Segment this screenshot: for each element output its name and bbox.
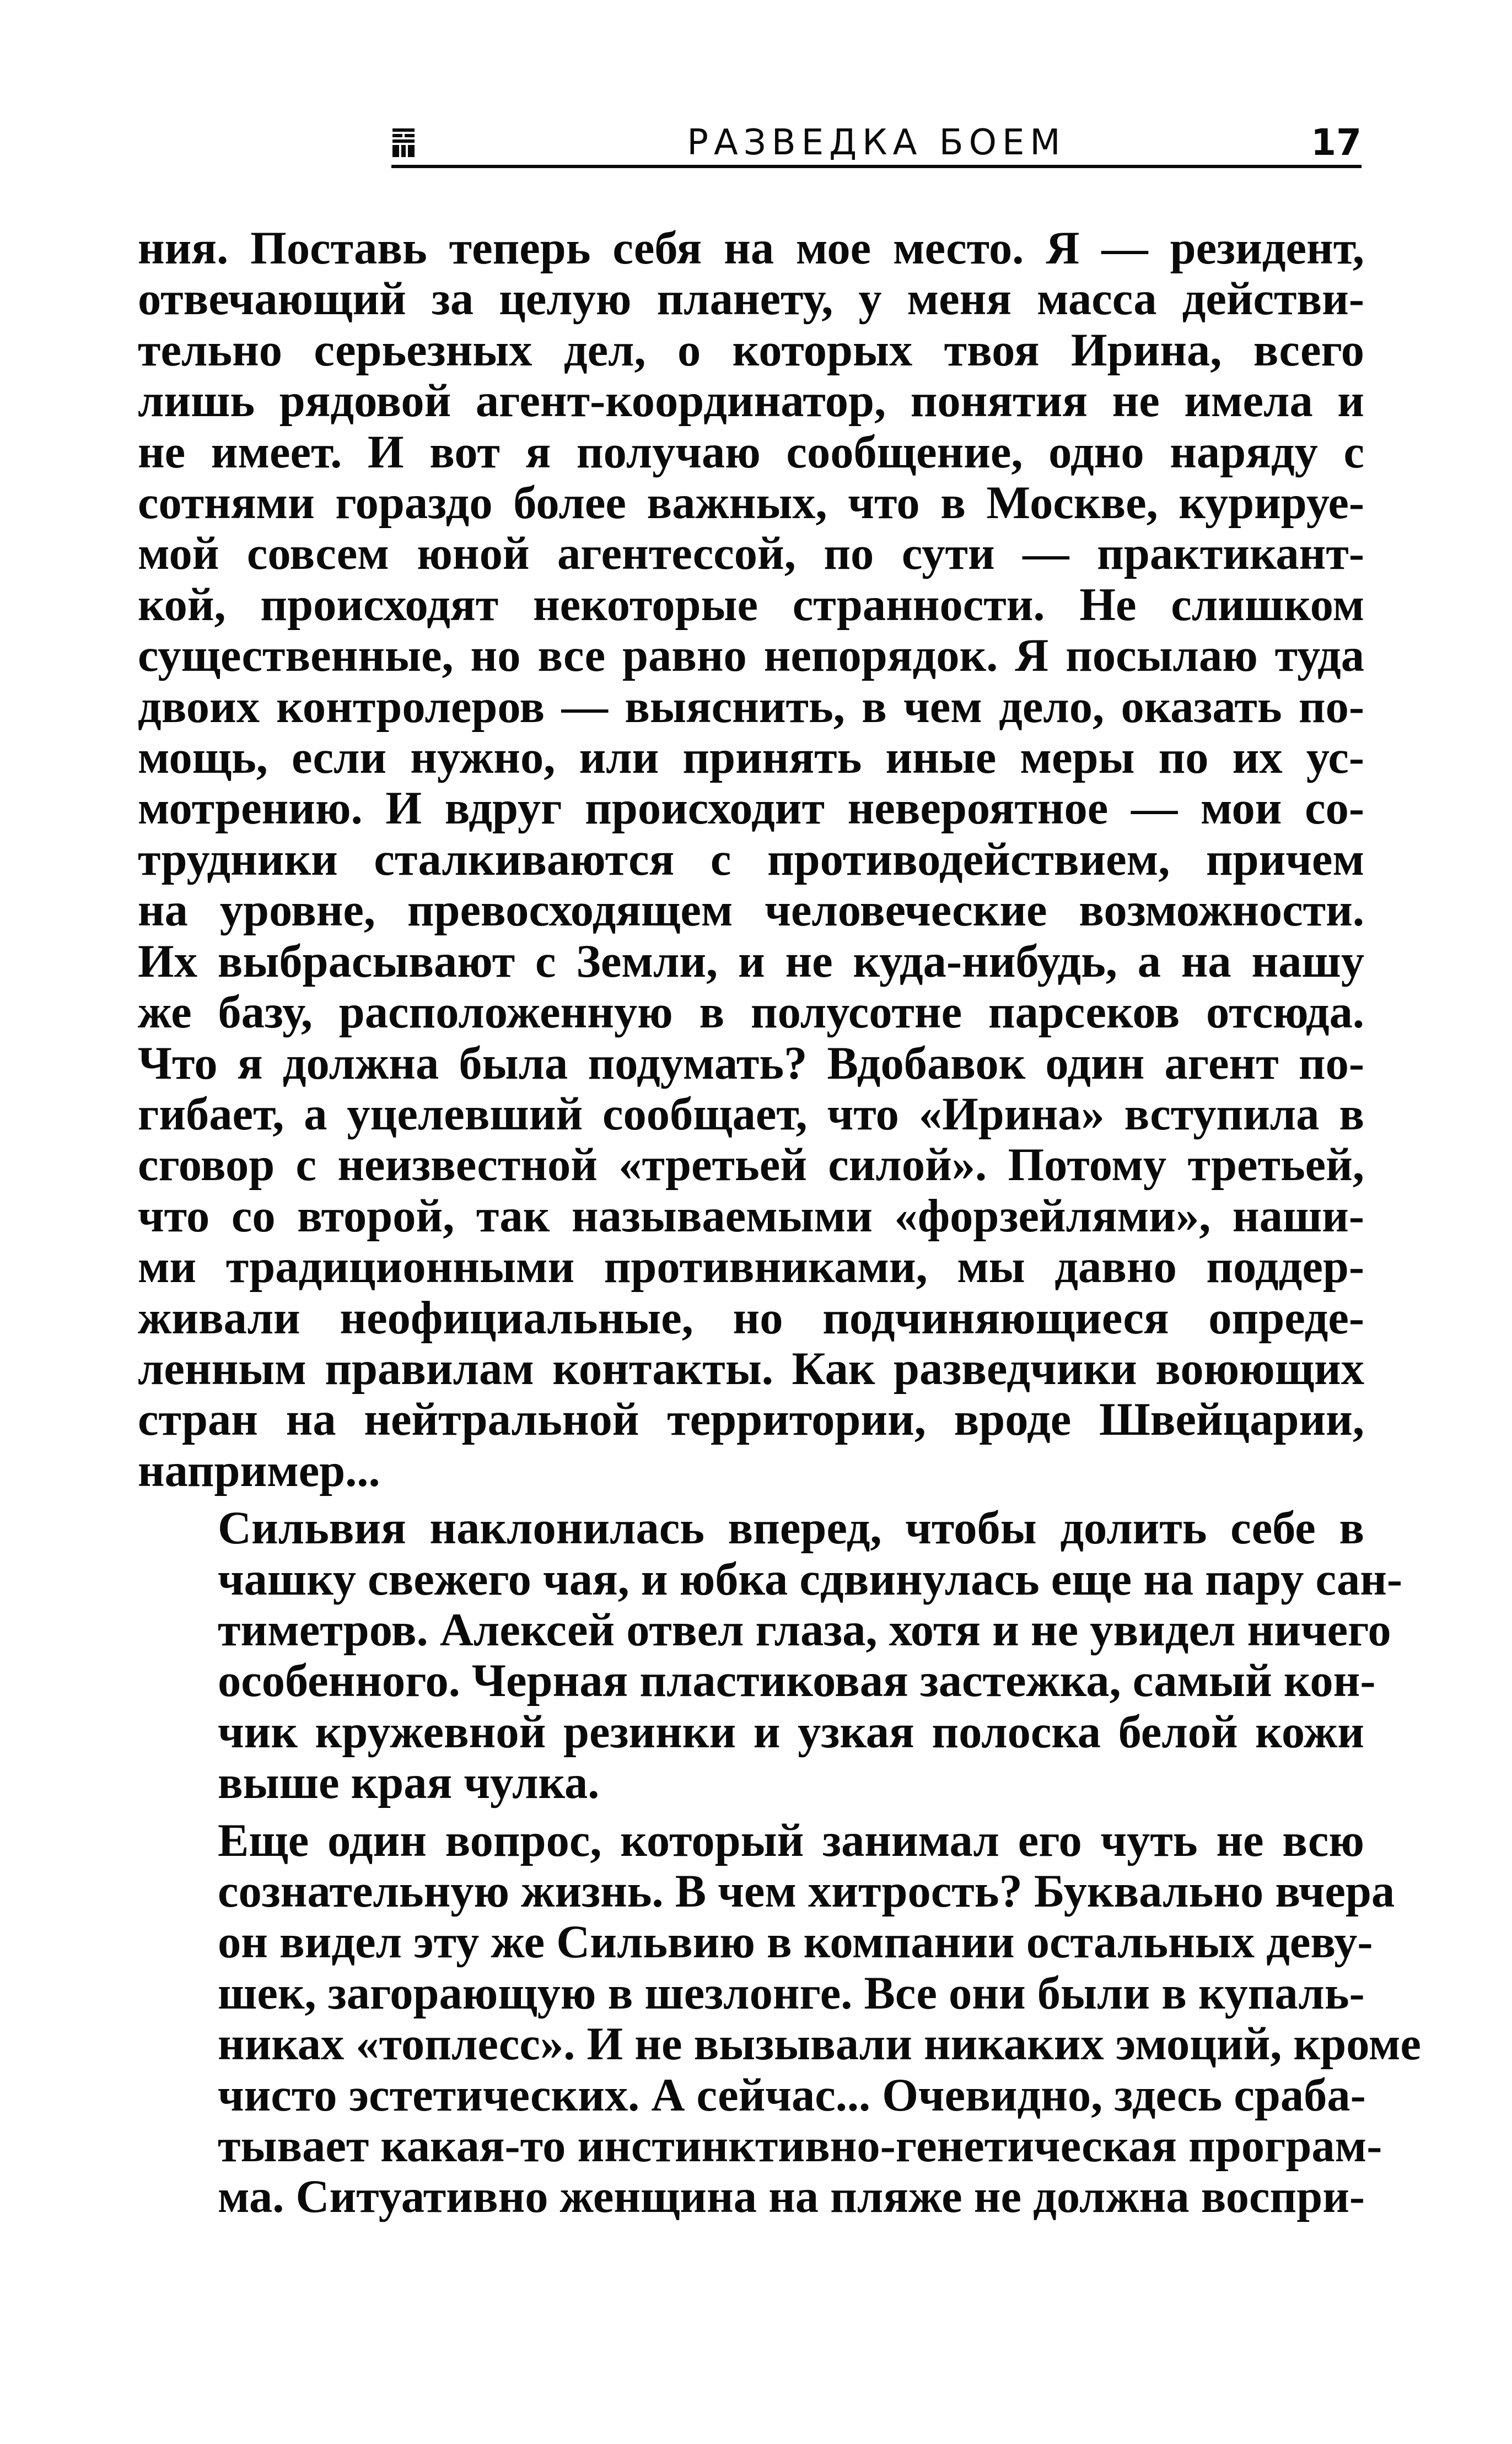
text-line: гибает, а уцелевший сообщает, что «Ирина» вступила в [138, 1088, 1364, 1140]
text-line: особенного. Черная пластиковая застежка, самый кон- [218, 1655, 1376, 1707]
text-line: ленным правилам контакты. Как разведчики воюющих [138, 1343, 1364, 1395]
text-line: мой совсем юной агентессой, по сути — практикант- [138, 528, 1364, 580]
text-line: он видел эту же Сильвию в компании остальных деву- [218, 1917, 1373, 1968]
text-line: чашку свежего чая, и юбка сдвинулась еще на пару сан- [218, 1553, 1403, 1605]
text-line: мощь, если нужно, или принять иные меры по их ус- [138, 732, 1364, 784]
text-line: двоих контролеров — выяснить, в чем дело, оказать по- [138, 681, 1364, 733]
text-line: ма. Ситуативно женщина на пляже не должна воспри- [218, 2171, 1365, 2223]
paragraph [138, 223, 1364, 1496]
text-line: ми традиционными противниками, мы давно поддер- [138, 1241, 1364, 1293]
text-line: не имеет. И вот я получаю сообщение, одно наряду с [138, 426, 1364, 478]
text-line: трудники сталкиваются с противодействием, причем [138, 833, 1364, 885]
text-line: тельно серьезных дел, о которых твоя Ирина, всего [138, 324, 1364, 376]
text-line: Их выбрасывают с Земли, и не куда-нибудь, а на нашу [138, 935, 1364, 987]
text-line: лишь рядовой агент-координатор, понятия не имела и [138, 375, 1364, 427]
text-line: чисто эстетических. А сейчас... Очевидно, здесь сраба- [218, 2069, 1366, 2121]
text-line: Что я должна была подумать? Вдобавок один агент по- [138, 1037, 1364, 1089]
text-line: мотрению. И вдруг происходит невероятное — мои со- [138, 783, 1364, 835]
text-line: шек, загорающую в шезлонге. Все они были в купаль- [218, 1967, 1365, 2019]
text-line: что со второй, так называемыми «форзейлями», наши- [138, 1190, 1364, 1242]
text-line: сотнями гораздо более важных, что в Москве, курируе- [138, 477, 1364, 529]
paragraph [138, 1503, 1403, 1809]
text-line: выше края чулка. [218, 1757, 600, 1809]
text-line: живали неофициальные, но подчиняющиеся опреде- [138, 1292, 1364, 1344]
text-line: никах «топлесс». И не вызывали никаких эмоций, кроме [218, 2018, 1421, 2070]
text-line: Еще один вопрос, который занимал его чуть не всю [218, 1815, 1364, 1866]
text-line: кой, происходят некоторые странности. Не слишком [138, 579, 1364, 631]
paragraph [138, 1815, 1421, 2223]
text-line: Сильвия наклонилась вперед, чтобы долить себе в [218, 1503, 1364, 1554]
text-line: ния. Поставь теперь себя на мое место. Я — резидент, [138, 223, 1364, 274]
text-line: отвечающий за целую планету, у меня масса действи- [138, 273, 1364, 325]
text-line: же базу, расположенную в полусотне парсеков отсюда. [138, 987, 1364, 1038]
text-line: существенные, но все равно непорядок. Я посылаю туда [138, 630, 1364, 682]
text-line: сознательную жизнь. В чем хитрость? Буквально вчера [218, 1866, 1395, 1917]
text-line: например... [138, 1445, 380, 1496]
text-line: тывает какая-то инстинктивно-генетическая програм- [218, 2120, 1382, 2172]
text-line: тиметров. Алексей отвел глаза, хотя и не увидел ничего [218, 1604, 1391, 1656]
page-number: 17 [1311, 121, 1362, 164]
text-line: на уровне, превосходящем человеческие возможности. [138, 885, 1364, 936]
text-line: стран на нейтральной территории, вроде Швейцарии, [138, 1394, 1364, 1446]
body-text [138, 223, 1421, 2223]
text-line: сговор с неизвестной «третьей силой». Потому третьей, [138, 1139, 1364, 1191]
running-title: РАЗВЕДКА БОЕМ [687, 122, 1066, 163]
running-header [391, 119, 1362, 168]
text-line: чик кружевной резинки и узкая полоска белой кожи [218, 1706, 1364, 1758]
